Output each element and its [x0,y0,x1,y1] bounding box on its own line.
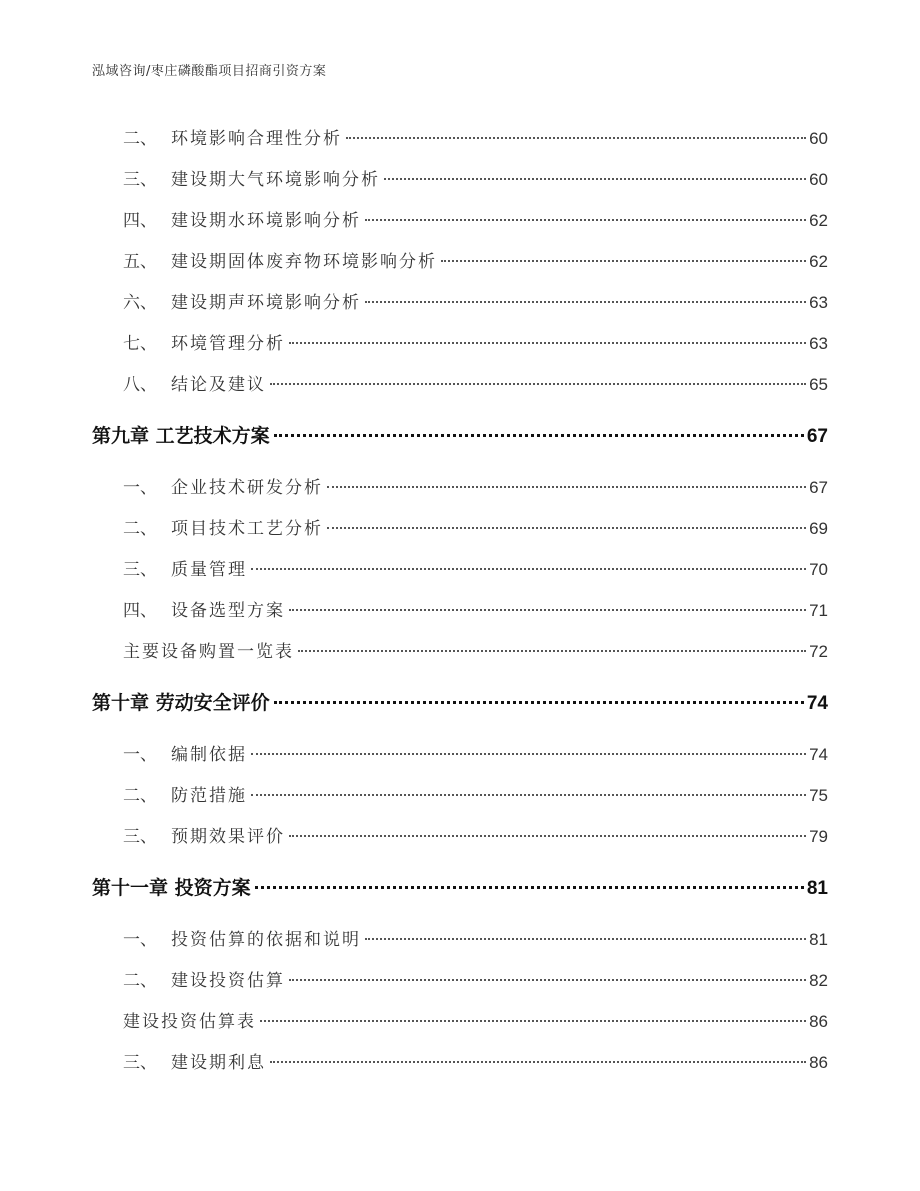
toc-section-entry[interactable] [92,555,828,581]
toc-entry-number: 六、 [123,293,157,313]
toc-entry-page-number: 63 [809,334,828,353]
toc-entry-page-number: 86 [809,1053,828,1072]
toc-entry-label: 建设投资估算 [171,971,285,991]
toc-leader-dots [365,938,806,940]
toc-leader-dots [260,1020,806,1022]
toc-entry-number: 二、 [123,971,157,991]
toc-entry-number: 七、 [123,334,157,354]
toc-entry-page-number: 65 [809,375,828,394]
toc-leader-dots [270,1061,806,1063]
toc-entry-page-number: 75 [809,786,828,805]
toc-entry-page-number: 81 [809,930,828,949]
toc-entry-page-number: 71 [809,601,828,620]
toc-entry-page-number: 67 [806,426,828,447]
toc-entry-page-number: 81 [806,878,828,899]
toc-entry-label: 结论及建议 [171,375,266,395]
toc-section-entry[interactable] [92,822,828,848]
toc-entry-label: 第九章 工艺技术方案 [92,425,270,447]
toc-entry-page-number: 63 [809,293,828,312]
toc-section-entry[interactable] [92,925,828,951]
toc-chapter-entry[interactable] [92,688,828,714]
toc-entry-label: 预期效果评价 [171,827,285,847]
toc-entry-label: 编制依据 [171,745,247,765]
toc-section-entry[interactable] [92,740,828,766]
toc-entry-label: 质量管理 [171,560,247,580]
toc-leader-dots [365,301,806,303]
toc-leader-dots [274,434,804,437]
toc-leader-dots [289,835,806,837]
toc-entry-page-number: 60 [809,129,828,148]
toc-entry-label: 建设期声环境影响分析 [171,293,361,313]
toc-section-entry[interactable] [92,637,828,663]
toc-entry-number: 八、 [123,375,157,395]
toc-entry-page-number: 74 [806,693,828,714]
toc-leader-dots [346,137,806,139]
toc-section-entry[interactable] [92,966,828,992]
toc-leader-dots [289,609,806,611]
toc-entry-page-number: 74 [809,745,828,764]
toc-entry-page-number: 67 [809,478,828,497]
toc-section-entry[interactable] [92,165,828,191]
toc-section-entry[interactable] [92,514,828,540]
toc-entry-number: 二、 [123,519,157,539]
running-header: 泓域咨询/枣庄磷酸酯项目招商引资方案 [92,64,327,79]
toc-section-entry[interactable] [92,206,828,232]
toc-entry-label: 第十一章 投资方案 [92,877,251,899]
toc-leader-dots [270,383,806,385]
toc-chapter-entry[interactable] [92,421,828,447]
toc-entry-label: 建设期利息 [171,1053,266,1073]
toc-leader-dots [298,650,806,652]
toc-entry-number: 三、 [123,827,157,847]
toc-section-entry[interactable] [92,473,828,499]
toc-entry-label: 项目技术工艺分析 [171,519,323,539]
toc-entry-label: 建设期固体废弃物环境影响分析 [171,252,437,272]
toc-section-entry[interactable] [92,370,828,396]
toc-leader-dots [251,753,806,755]
toc-section-entry[interactable] [92,247,828,273]
toc-entry-number: 四、 [123,601,157,621]
toc-entry-label: 建设期水环境影响分析 [171,211,361,231]
toc-leader-dots [327,527,806,529]
toc-entry-label: 第十章 劳动安全评价 [92,692,270,714]
toc-entry-label: 建设期大气环境影响分析 [171,170,380,190]
toc-leader-dots [255,886,804,889]
toc-leader-dots [365,219,806,221]
toc-entry-number: 三、 [123,560,157,580]
toc-leader-dots [289,979,806,981]
toc-leader-dots [274,701,804,704]
toc-entry-page-number: 70 [809,560,828,579]
toc-section-entry[interactable] [92,329,828,355]
toc-entry-page-number: 62 [809,211,828,230]
toc-entry-number: 一、 [123,745,157,765]
toc-entry-number: 一、 [123,930,157,950]
toc-section-entry[interactable] [92,781,828,807]
toc-leader-dots [251,568,806,570]
toc-section-entry[interactable] [92,124,828,150]
toc-entry-page-number: 69 [809,519,828,538]
toc-entry-number: 三、 [123,1053,157,1073]
toc-section-entry[interactable] [92,1048,828,1074]
toc-entry-label: 环境影响合理性分析 [171,129,342,149]
toc-entry-label: 设备选型方案 [171,601,285,621]
toc-leader-dots [384,178,806,180]
toc-entry-number: 三、 [123,170,157,190]
toc-entry-number: 五、 [123,252,157,272]
toc-entry-number: 一、 [123,478,157,498]
toc-leader-dots [289,342,806,344]
toc-entry-page-number: 79 [809,827,828,846]
toc-entry-number: 四、 [123,211,157,231]
toc-entry-number: 二、 [123,786,157,806]
toc-entry-label: 主要设备购置一览表 [123,642,294,662]
toc-entry-page-number: 82 [809,971,828,990]
toc-entry-label: 企业技术研发分析 [171,478,323,498]
toc-entry-label: 建设投资估算表 [123,1012,256,1032]
toc-entry-label: 防范措施 [171,786,247,806]
toc-section-entry[interactable] [92,596,828,622]
toc-section-entry[interactable] [92,288,828,314]
toc-entry-page-number: 60 [809,170,828,189]
toc-entry-label: 投资估算的依据和说明 [171,930,361,950]
toc-entry-page-number: 62 [809,252,828,271]
toc-entry-number: 二、 [123,129,157,149]
toc-leader-dots [251,794,806,796]
toc-leader-dots [327,486,806,488]
toc-leader-dots [441,260,806,262]
toc-chapter-entry[interactable] [92,873,828,899]
toc-entry-page-number: 72 [809,642,828,661]
toc-entry-page-number: 86 [809,1012,828,1031]
toc-entry-label: 环境管理分析 [171,334,285,354]
toc-section-entry[interactable] [92,1007,828,1033]
